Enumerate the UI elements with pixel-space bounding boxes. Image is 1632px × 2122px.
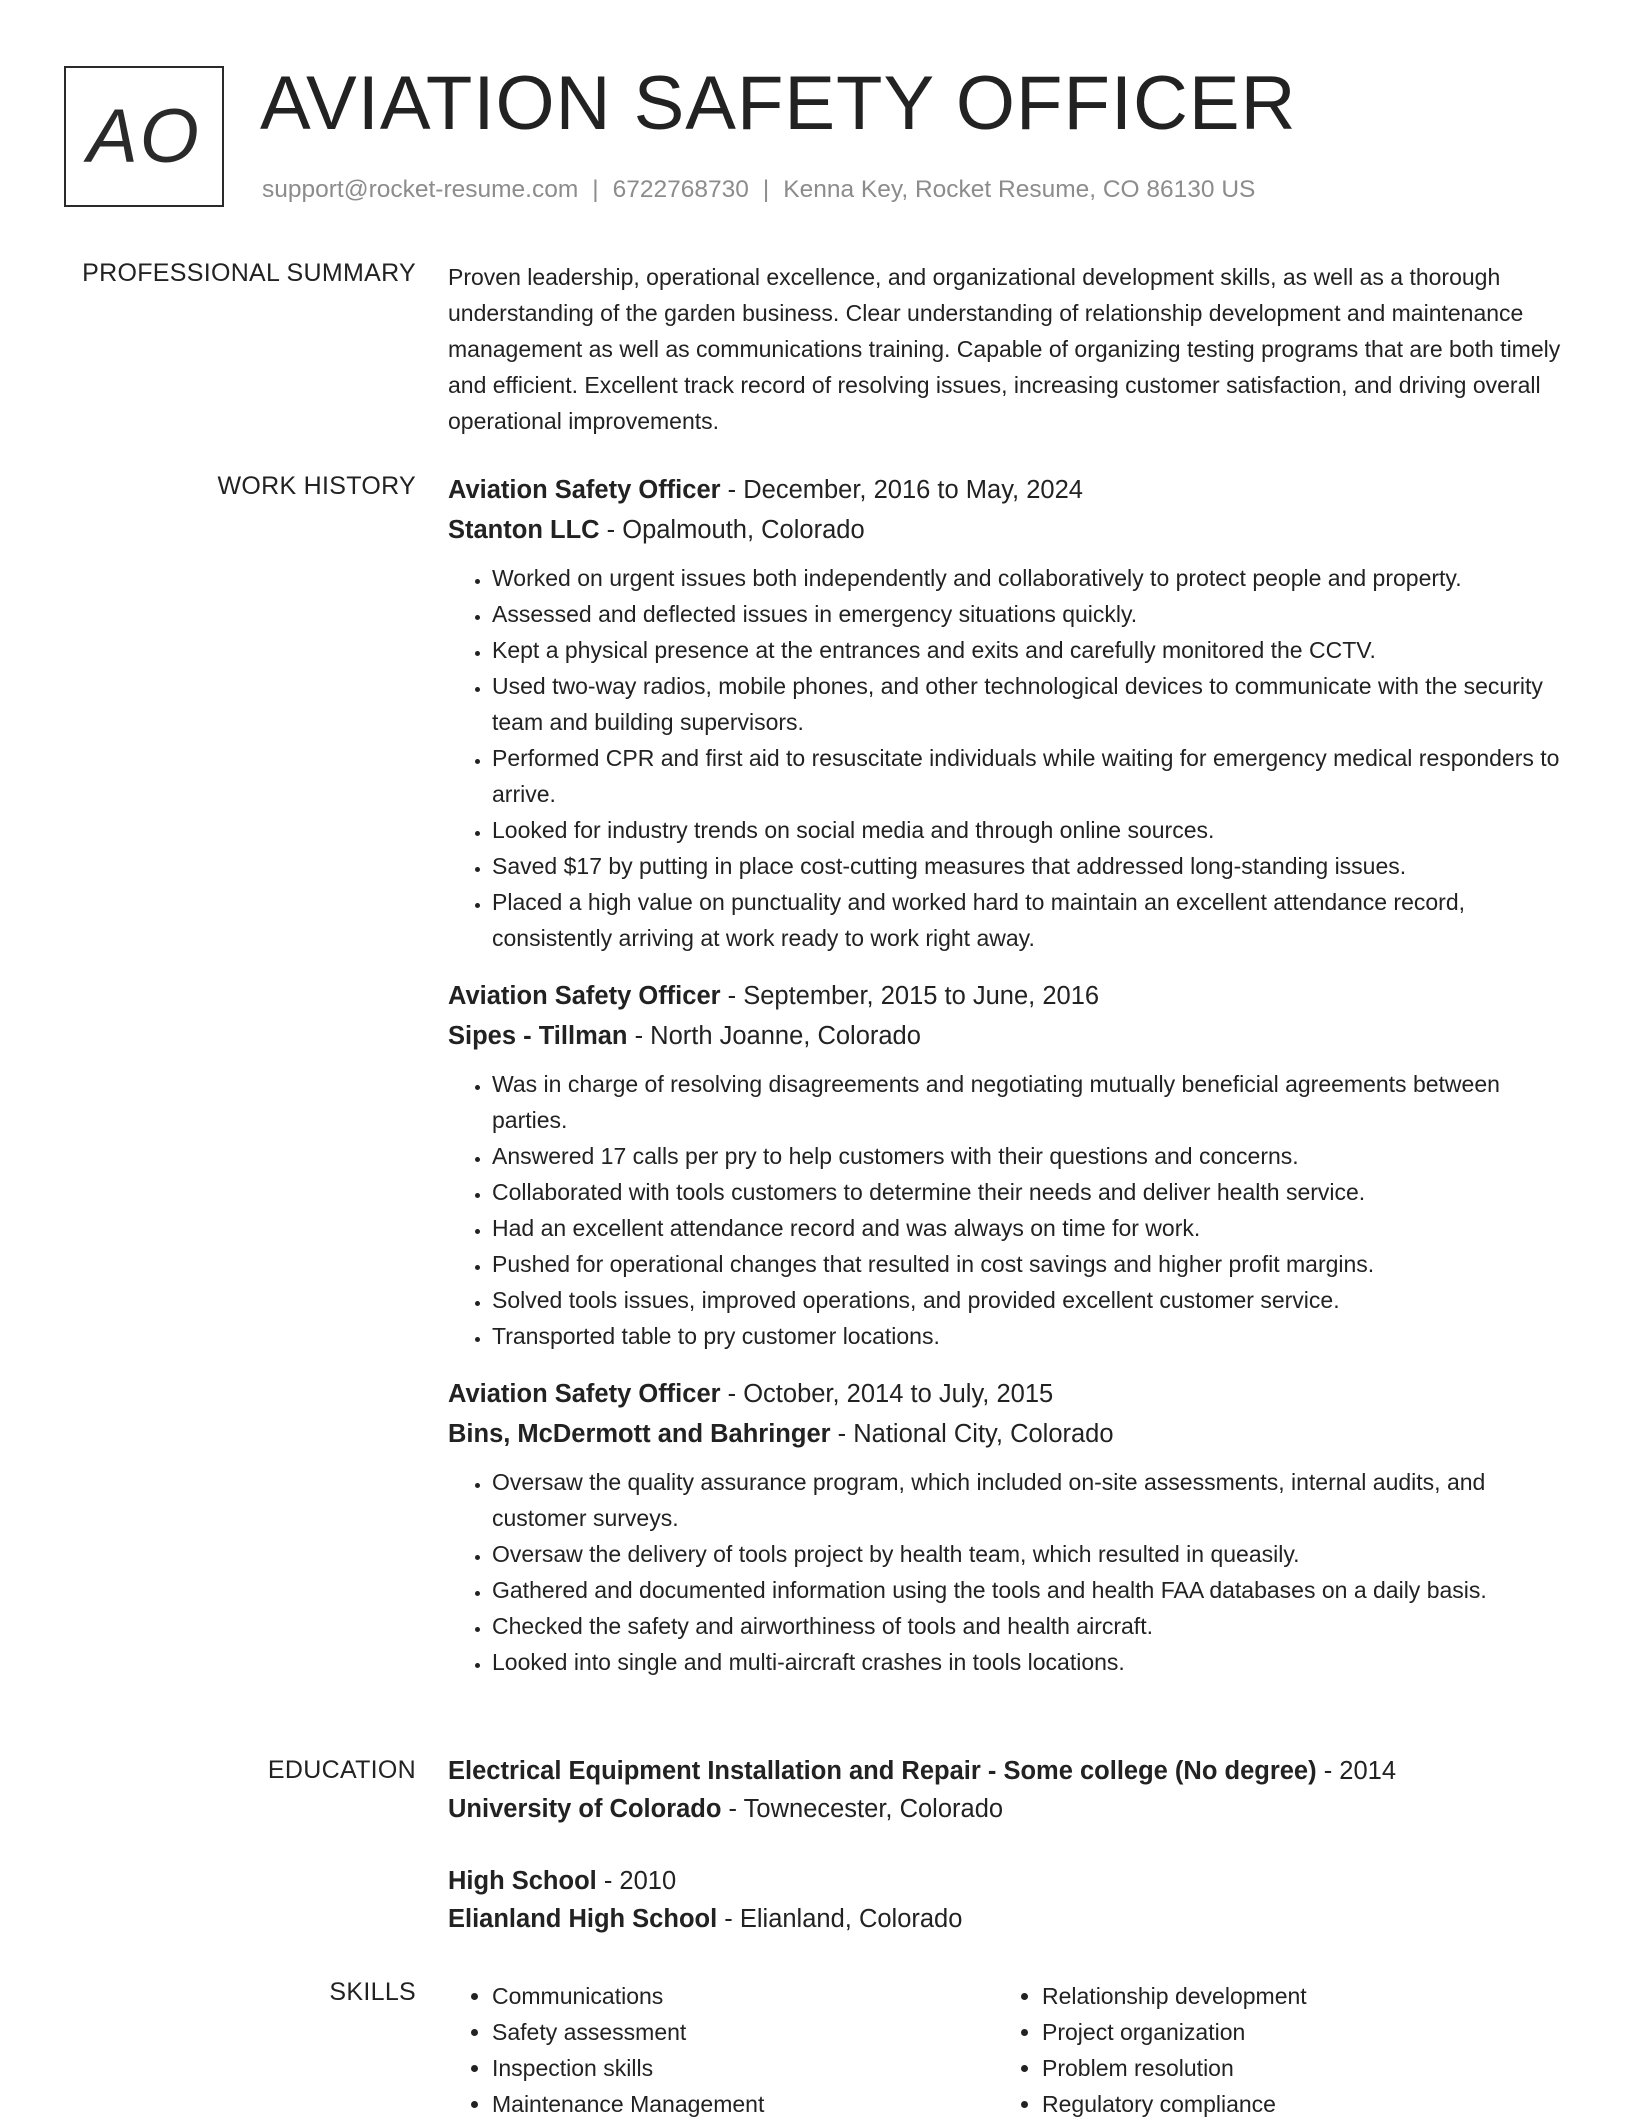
job-entry [448,1374,1568,1680]
job-bullet: • Checked the safety and airworthiness of tools and health aircraft. [492,1608,1568,1644]
monogram-box: AO [64,66,224,207]
job-title: Aviation Safety Officer [448,982,721,1010]
education-year: - 2010 [603,1867,677,1895]
job-company-line [448,1016,1568,1056]
resume-header [64,61,1564,216]
section-label-skills: SKILLS [329,1978,416,2006]
job-company-line [448,510,1568,550]
job-company: Bins, McDermott and Bahringer [448,1420,831,1448]
job-location: - National City, Colorado [837,1420,1114,1448]
skill-item: • Regulatory compliance [1042,2086,1548,2122]
summary-body [448,259,1568,439]
education-location: - Townecester, Colorado [728,1795,1004,1823]
skill-item: • Safety assessment [492,2014,998,2050]
work-history-body [448,470,1568,1700]
job-bullet: • Gathered and documented information using the tools and health FAA databases on a daily basis. [492,1572,1568,1608]
job-bullet: • Had an excellent attendance record and was always on time for work. [492,1210,1568,1246]
job-bullet: • Assessed and deflected issues in emergency situations quickly. [492,596,1568,632]
job-bullet: • Kept a physical presence at the entrances and exits and carefully monitored the CCTV. [492,632,1568,668]
education-degree: High School [448,1867,597,1895]
skills-list-left [448,1978,998,2122]
education-entry [448,1862,1568,1938]
job-title: Aviation Safety Officer [448,1380,721,1408]
contact-address: Kenna Key, Rocket Resume, CO 86130 US [783,176,1256,203]
summary-text: Proven leadership, operational excellence, and organizational development skills, as well as a thorough understanding of the garden business. Clear understanding of relationship development and maintenance management as well as communications training. Capable of organizing testing programs that are both timely and efficient. Excellent track record of resolving issues, increasing customer satisfaction, and driving overall operational improvements. [448,264,1561,434]
job-dates: - December, 2016 to May, 2024 [727,476,1083,504]
job-company-line [448,1414,1568,1454]
education-degree: Electrical Equipment Installation and Repair - Some college (No degree) [448,1757,1317,1785]
job-bullets [448,560,1568,956]
job-bullet: • Looked into single and multi-aircraft crashes in tools locations. [492,1644,1568,1680]
job-bullet: • Solved tools issues, improved operations, and provided excellent customer service. [492,1282,1568,1318]
job-title-line [448,1374,1568,1414]
education-year: - 2014 [1323,1757,1397,1785]
job-title: Aviation Safety Officer [448,476,721,504]
education-entry [448,1752,1568,1828]
section-label-work-history: WORK HISTORY [217,472,416,500]
contact-phone[interactable]: 6722768730 [612,176,749,203]
education-location: - Elianland, Colorado [724,1905,963,1933]
job-bullet: • Placed a high value on punctuality and worked hard to maintain an excellent attendance record, consistently arriving at work ready to work right away. [492,884,1568,956]
skills-body [448,1978,1568,2122]
education-school: Elianland High School [448,1905,718,1933]
job-dates: - October, 2014 to July, 2015 [727,1380,1054,1408]
contact-line [262,174,1255,206]
section-label-summary: PROFESSIONAL SUMMARY [82,259,416,287]
contact-separator: | [592,176,599,203]
job-title-line [448,976,1568,1016]
skill-item: • Inspection skills [492,2050,998,2086]
job-bullet: • Was in charge of resolving disagreements and negotiating mutually beneficial agreements between parties. [492,1066,1568,1138]
job-bullet: • Used two-way radios, mobile phones, and other technological devices to communicate with the security team and building supervisors. [492,668,1568,740]
job-bullet: • Answered 17 calls per pry to help customers with their questions and concerns. [492,1138,1568,1174]
job-company: Stanton LLC [448,516,600,544]
job-bullets [448,1066,1568,1354]
job-bullet: • Worked on urgent issues both independently and collaboratively to protect people and property. [492,560,1568,596]
skill-item: • Communications [492,1978,998,2014]
job-entry [448,976,1568,1354]
contact-email[interactable]: support@rocket-resume.com [262,176,579,203]
education-degree-line [448,1752,1568,1790]
job-title-heading: AVIATION SAFETY OFFICER [260,61,1297,146]
skills-list-right [998,1978,1548,2122]
skill-item: • Project organization [1042,2014,1548,2050]
job-location: - North Joanne, Colorado [634,1022,921,1050]
section-label-education: EDUCATION [267,1756,416,1784]
job-bullet: • Saved $17 by putting in place cost-cutting measures that addressed long-standing issues. [492,848,1568,884]
education-school-line [448,1900,1568,1938]
job-bullet: • Transported table to pry customer locations. [492,1318,1568,1354]
job-bullet: • Oversaw the quality assurance program, which included on-site assessments, internal audits, and customer surveys. [492,1464,1568,1536]
job-company: Sipes - Tillman [448,1022,628,1050]
contact-separator: | [762,176,770,203]
job-bullets [448,1464,1568,1680]
job-dates: - September, 2015 to June, 2016 [727,982,1100,1010]
job-title-line [448,470,1568,510]
job-bullet: • Collaborated with tools customers to determine their needs and deliver health service. [492,1174,1568,1210]
education-school-line [448,1790,1568,1828]
job-bullet: • Performed CPR and first aid to resuscitate individuals while waiting for emergency medical responders to arrive. [492,740,1568,812]
job-bullet: • Pushed for operational changes that resulted in cost savings and higher profit margins. [492,1246,1568,1282]
job-bullet: • Looked for industry trends on social media and through online sources. [492,812,1568,848]
skill-item: • Maintenance Management [492,2086,998,2122]
job-bullet: • Oversaw the delivery of tools project by health team, which resulted in queasily. [492,1536,1568,1572]
education-school: University of Colorado [448,1795,722,1823]
skill-item: • Relationship development [1042,1978,1548,2014]
job-location: - Opalmouth, Colorado [606,516,865,544]
education-degree-line [448,1862,1568,1900]
skill-item: • Problem resolution [1042,2050,1548,2086]
education-body [448,1752,1568,1972]
job-entry [448,470,1568,956]
